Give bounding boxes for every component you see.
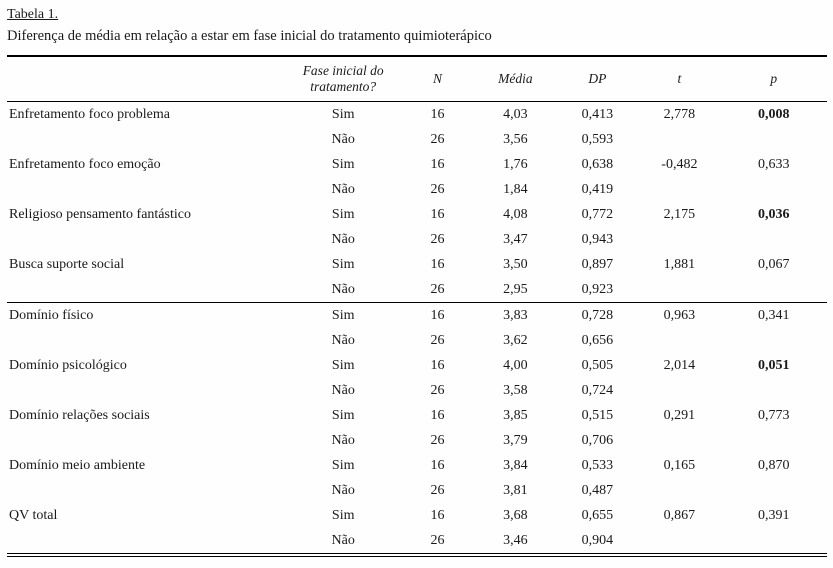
cell-t: 2,778 xyxy=(663,107,696,122)
cell-dp: 0,772 xyxy=(581,207,614,222)
cell-dp: 0,904 xyxy=(581,533,614,548)
cell-n: 26 xyxy=(430,433,445,448)
cell-media: 1,84 xyxy=(503,182,528,197)
cell-t xyxy=(638,227,720,252)
cell-n: 16 xyxy=(401,303,475,329)
cell-p: 0,391 xyxy=(757,508,790,523)
cell-p xyxy=(720,328,827,353)
cell-fase: Não xyxy=(331,282,355,297)
cell-p: 0,633 xyxy=(757,157,790,172)
cell-fase: Não xyxy=(331,483,355,498)
cell-t: 0,165 xyxy=(663,458,696,473)
table-row xyxy=(7,528,827,555)
header-row xyxy=(7,56,827,102)
cell-fase: Sim xyxy=(331,508,355,523)
cell-media: 3,46 xyxy=(503,533,528,548)
table-row xyxy=(7,202,827,227)
cell-p: 0,773 xyxy=(757,408,790,423)
cell-p xyxy=(720,227,827,252)
cell-n: 16 xyxy=(430,408,445,423)
cell-p xyxy=(720,277,827,303)
cell-media: 3,85 xyxy=(503,408,528,423)
statistics-table xyxy=(7,55,827,557)
cell-fase: Não xyxy=(331,132,355,147)
cell-label: Domínio psicológico xyxy=(9,358,127,373)
cell-fase: Sim xyxy=(331,157,355,172)
cell-p xyxy=(720,378,827,403)
cell-label xyxy=(7,177,286,202)
cell-p xyxy=(720,478,827,503)
table-row xyxy=(7,177,827,202)
cell-label: Enfretamento foco problema xyxy=(9,107,170,122)
cell-label xyxy=(7,127,286,152)
cell-t: 2,175 xyxy=(663,207,696,222)
cell-t xyxy=(638,528,720,555)
cell-dp: 0,515 xyxy=(581,408,614,423)
cell-t xyxy=(638,277,720,303)
cell-media: 3,79 xyxy=(503,433,528,448)
cell-dp: 0,656 xyxy=(581,333,614,348)
cell-label: Domínio físico xyxy=(7,303,286,329)
cell-label: Religioso pensamento fantástico xyxy=(9,207,191,222)
cell-media: 3,47 xyxy=(503,232,528,247)
cell-p xyxy=(720,127,827,152)
cell-n: 26 xyxy=(430,383,445,398)
cell-fase: Sim xyxy=(286,303,401,329)
cell-t: 0,867 xyxy=(663,508,696,523)
cell-media: 3,84 xyxy=(503,458,528,473)
cell-dp: 0,593 xyxy=(581,132,614,147)
cell-label xyxy=(7,528,286,555)
cell-dp: 0,655 xyxy=(581,508,614,523)
cell-fase: Sim xyxy=(331,107,355,122)
table-row xyxy=(7,478,827,503)
cell-t: 0,963 xyxy=(638,303,720,329)
table-row xyxy=(7,277,827,303)
header-p: p xyxy=(720,56,827,102)
cell-fase: Sim xyxy=(331,408,355,423)
cell-dp: 0,533 xyxy=(581,458,614,473)
header-dp: DP xyxy=(556,56,638,102)
cell-media: 2,95 xyxy=(503,282,528,297)
cell-media: 3,81 xyxy=(503,483,528,498)
table-row xyxy=(7,252,827,277)
cell-p: 0,341 xyxy=(720,303,827,329)
table-row xyxy=(7,503,827,528)
cell-p xyxy=(720,528,827,555)
table-caption: Diferença de média em relação a estar em fase inicial do tratamento quimioterápico xyxy=(7,28,492,44)
cell-fase: Não xyxy=(331,533,355,548)
cell-n: 16 xyxy=(430,358,445,373)
cell-dp: 0,419 xyxy=(581,182,614,197)
header-t: t xyxy=(638,56,720,102)
cell-n: 16 xyxy=(430,157,445,172)
table-header xyxy=(7,56,827,102)
cell-p: 0,051 xyxy=(757,358,790,373)
cell-n: 26 xyxy=(430,533,445,548)
cell-t: 1,881 xyxy=(663,257,696,272)
cell-n: 26 xyxy=(430,333,445,348)
cell-media: 3,68 xyxy=(503,508,528,523)
cell-n: 26 xyxy=(430,132,445,147)
cell-dp: 0,724 xyxy=(581,383,614,398)
cell-n: 26 xyxy=(430,182,445,197)
cell-dp: 0,728 xyxy=(556,303,638,329)
cell-fase: Não xyxy=(331,182,355,197)
cell-n: 26 xyxy=(430,232,445,247)
cell-n: 16 xyxy=(430,207,445,222)
cell-t xyxy=(638,127,720,152)
table-row xyxy=(7,227,827,252)
table-row xyxy=(7,303,827,329)
cell-p: 0,870 xyxy=(757,458,790,473)
cell-t xyxy=(638,328,720,353)
cell-dp: 0,505 xyxy=(581,358,614,373)
cell-label: Domínio meio ambiente xyxy=(9,458,146,473)
cell-dp: 0,638 xyxy=(581,157,614,172)
cell-n: 16 xyxy=(430,107,445,122)
cell-media: 3,50 xyxy=(503,257,528,272)
cell-n: 16 xyxy=(430,508,445,523)
cell-p: 0,067 xyxy=(757,257,790,272)
cell-label xyxy=(7,328,286,353)
cell-p xyxy=(720,428,827,453)
cell-label: Enfretamento foco emoção xyxy=(9,157,161,172)
cell-dp: 0,943 xyxy=(581,232,614,247)
table-row xyxy=(7,453,827,478)
cell-n: 26 xyxy=(430,483,445,498)
cell-media: 4,08 xyxy=(503,207,528,222)
cell-t xyxy=(638,177,720,202)
cell-fase: Sim xyxy=(331,207,355,222)
table-row xyxy=(7,102,827,128)
cell-media: 4,00 xyxy=(503,358,528,373)
cell-fase: Sim xyxy=(331,257,355,272)
cell-dp: 0,923 xyxy=(581,282,614,297)
cell-p xyxy=(720,177,827,202)
table-row xyxy=(7,152,827,177)
cell-label xyxy=(7,478,286,503)
cell-t xyxy=(638,428,720,453)
cell-label: Busca suporte social xyxy=(9,257,125,272)
cell-t xyxy=(638,378,720,403)
cell-dp: 0,487 xyxy=(581,483,614,498)
header-label xyxy=(7,56,286,102)
cell-label xyxy=(7,378,286,403)
cell-t xyxy=(638,478,720,503)
cell-p: 0,036 xyxy=(757,207,790,222)
cell-fase: Não xyxy=(331,333,355,348)
cell-media: 1,76 xyxy=(503,157,528,172)
cell-fase: Sim xyxy=(331,458,355,473)
table-row xyxy=(7,353,827,378)
cell-fase: Não xyxy=(331,433,355,448)
table-row xyxy=(7,378,827,403)
cell-media: 3,83 xyxy=(474,303,556,329)
cell-label: Domínio relações sociais xyxy=(9,408,150,423)
cell-media: 4,03 xyxy=(503,107,528,122)
cell-t: -0,482 xyxy=(661,157,698,172)
cell-fase: Sim xyxy=(331,358,355,373)
header-n: N xyxy=(401,56,475,102)
cell-media: 3,58 xyxy=(503,383,528,398)
cell-dp: 0,897 xyxy=(581,257,614,272)
cell-fase: Não xyxy=(331,232,355,247)
cell-label xyxy=(7,227,286,252)
table-row xyxy=(7,127,827,152)
table-row xyxy=(7,428,827,453)
cell-media: 3,62 xyxy=(503,333,528,348)
cell-t: 0,291 xyxy=(663,408,696,423)
cell-dp: 0,706 xyxy=(581,433,614,448)
cell-media: 3,56 xyxy=(503,132,528,147)
cell-label xyxy=(7,428,286,453)
cell-n: 16 xyxy=(430,257,445,272)
table-body xyxy=(7,102,827,556)
cell-n: 16 xyxy=(430,458,445,473)
cell-dp: 0,413 xyxy=(581,107,614,122)
cell-t: 2,014 xyxy=(663,358,696,373)
table-row xyxy=(7,328,827,353)
cell-fase: Não xyxy=(331,383,355,398)
header-media: Média xyxy=(474,56,556,102)
cell-label xyxy=(7,277,286,303)
table-title: Tabela 1. xyxy=(7,7,59,22)
header-fase: Fase inicial do tratamento? xyxy=(286,56,401,102)
cell-n: 26 xyxy=(430,282,445,297)
table-row xyxy=(7,403,827,428)
cell-label: QV total xyxy=(9,508,58,523)
cell-p: 0,008 xyxy=(757,107,790,122)
